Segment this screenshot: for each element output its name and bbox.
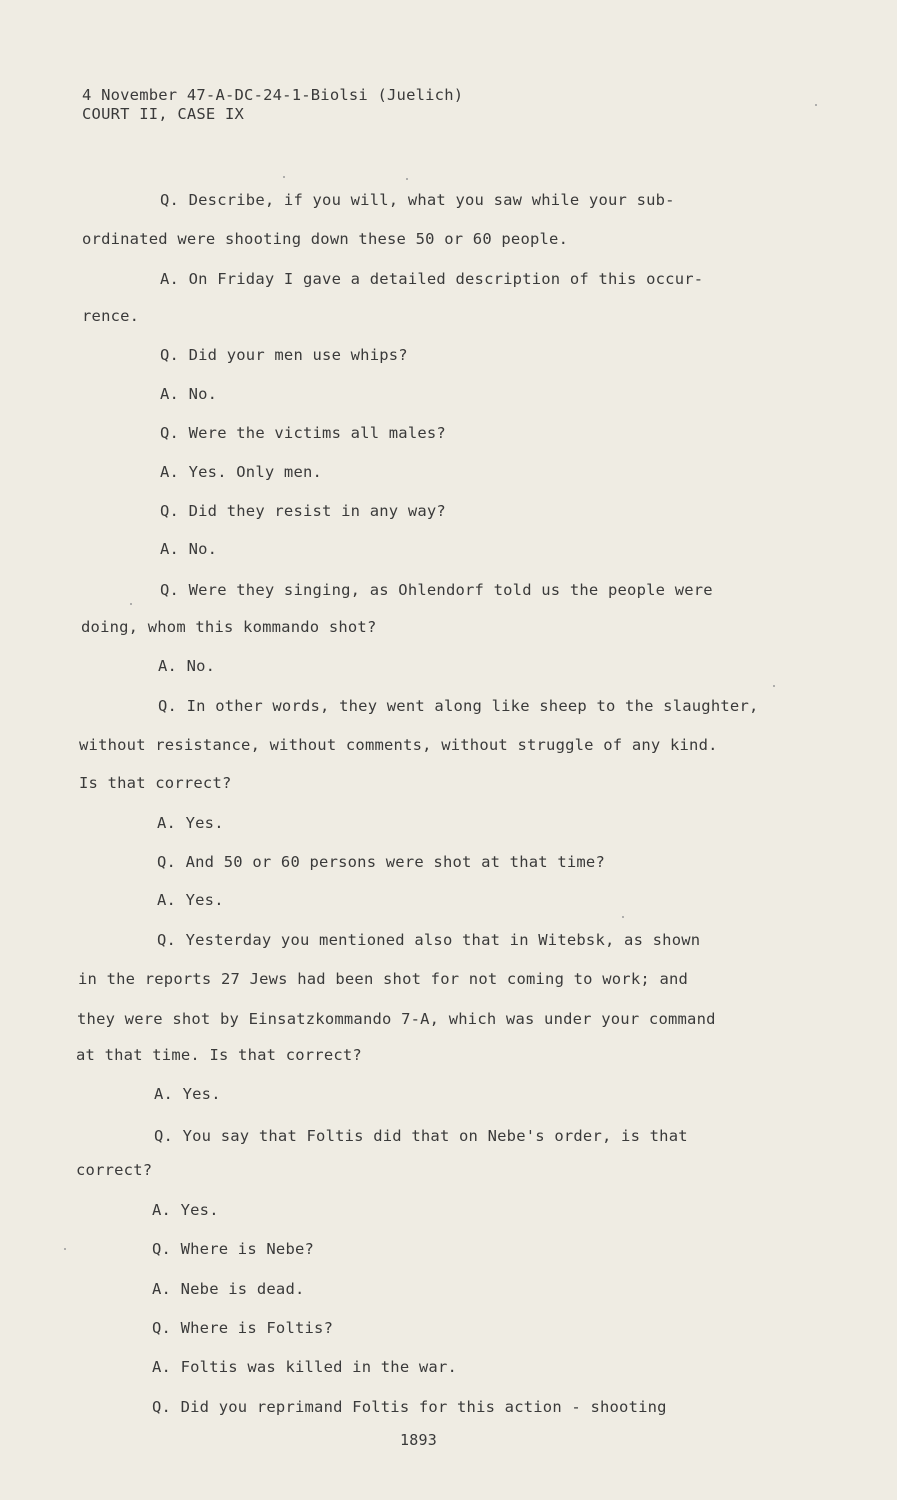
transcript-line: doing, whom this kommando shot? [81,618,377,636]
transcript-line: correct? [76,1161,153,1179]
transcript-line: A. Nebe is dead. [152,1280,305,1298]
transcript-line: Q. Did you reprimand Foltis for this action - shooting [152,1398,667,1416]
header-line-2: COURT II, CASE IX [82,105,245,123]
transcript-line: Q. And 50 or 60 persons were shot at that time? [157,853,605,871]
transcript-line: A. No. [158,657,216,675]
paper-speck [64,1248,66,1250]
page-number: 1893 [400,1431,437,1449]
transcript-line: Is that correct? [79,774,232,792]
transcript-line: A. Yes. Only men. [160,463,323,481]
transcript-line: Q. You say that Foltis did that on Nebe's order, is that [154,1127,688,1145]
transcript-line: A. On Friday I gave a detailed description of this occur- [160,270,704,288]
transcript-line: A. Yes. [157,891,224,909]
paper-speck [283,176,285,178]
paper-speck [622,916,624,918]
paper-speck [406,178,408,180]
transcript-line: Q. Yesterday you mentioned also that in Witebsk, as shown [157,931,701,949]
transcript-line: Q. Were the victims all males? [160,424,446,442]
transcript-line: Q. Where is Nebe? [152,1240,315,1258]
transcript-line: they were shot by Einsatzkommando 7-A, which was under your command [77,1010,716,1028]
transcript-line: Q. Where is Foltis? [152,1319,334,1337]
paper-speck [773,685,775,687]
transcript-line: Q. Describe, if you will, what you saw while your sub- [160,191,675,209]
transcript-line: A. No. [160,540,218,558]
paper-speck [130,603,132,605]
transcript-line: A. Yes. [152,1201,219,1219]
transcript-line: Q. Did they resist in any way? [160,502,446,520]
transcript-line: A. Yes. [157,814,224,832]
transcript-line: Q. In other words, they went along like sheep to the slaughter, [158,697,759,715]
transcript-line: ordinated were shooting down these 50 or 60 people. [82,230,569,248]
transcript-line: A. Yes. [154,1085,221,1103]
transcript-line: Q. Were they singing, as Ohlendorf told us the people were [160,581,713,599]
transcript-line: at that time. Is that correct? [76,1046,362,1064]
header-line-1: 4 November 47-A-DC-24-1-Biolsi (Juelich) [82,86,464,104]
transcript-line: in the reports 27 Jews had been shot for not coming to work; and [78,970,689,988]
transcript-line: A. No. [160,385,218,403]
transcript-line: A. Foltis was killed in the war. [152,1358,458,1376]
transcript-line: rence. [82,307,140,325]
transcript-line: without resistance, without comments, without struggle of any kind. [79,736,718,754]
paper-speck [815,104,817,106]
transcript-line: Q. Did your men use whips? [160,346,408,364]
